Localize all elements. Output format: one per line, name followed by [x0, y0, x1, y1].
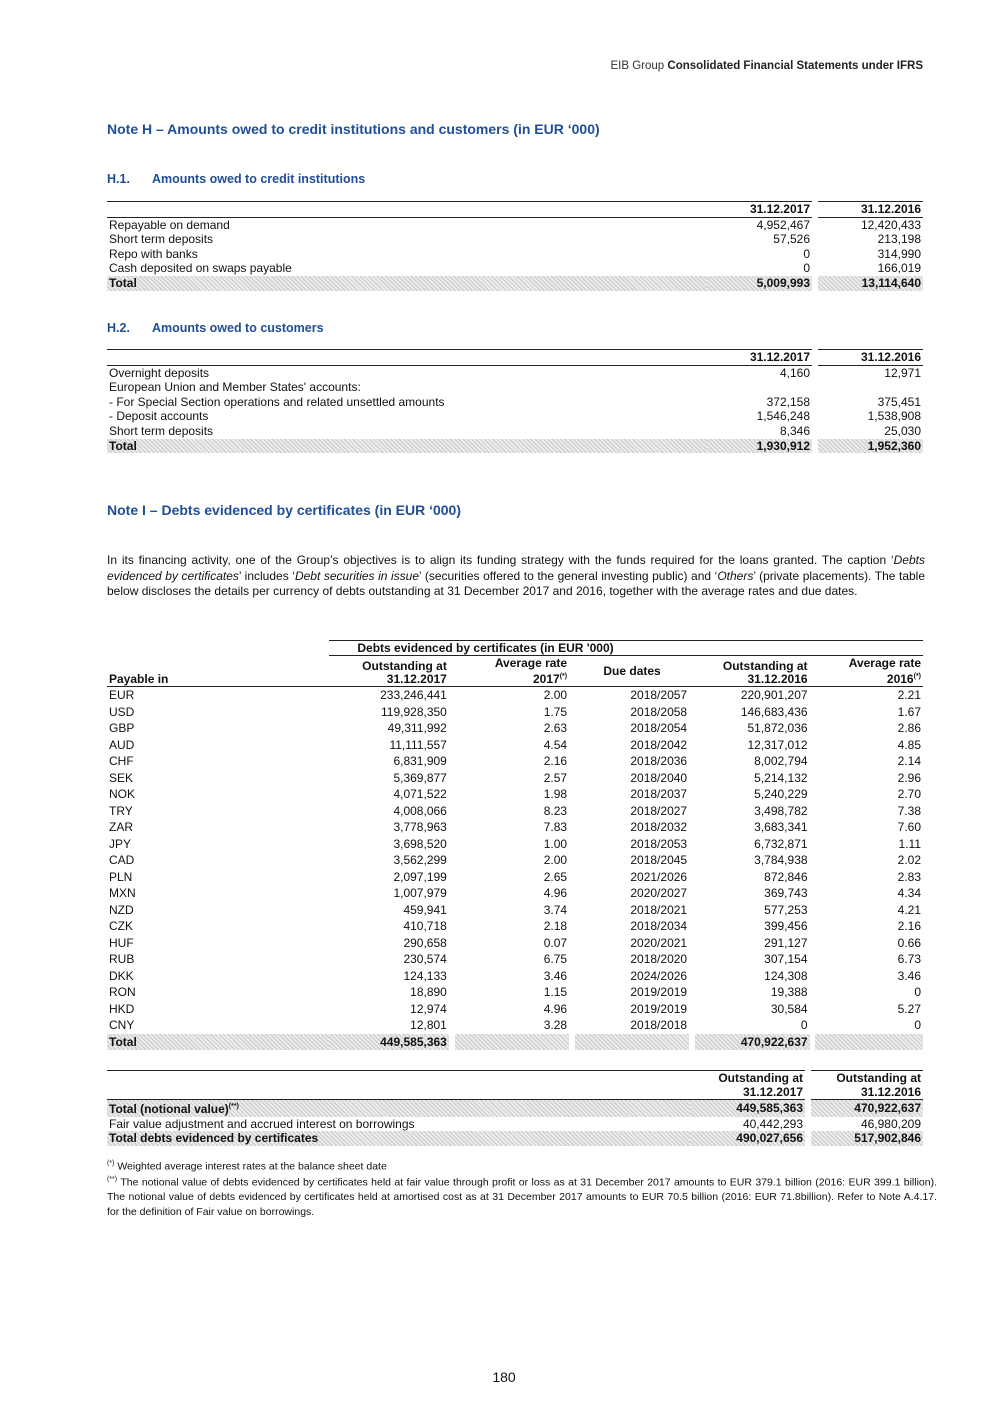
h1-row-label: Repayable on demand [109, 217, 230, 232]
para-text-1: In its financing activity, one of the Group’s objectives is to align its funding strategy with the funds required for the loans granted. The caption ‘ [107, 553, 894, 567]
col-outstanding-2017 [329, 656, 448, 687]
outstanding-2017-cell: 230,574 [403, 952, 447, 966]
h1-row-label: Cash deposited on swaps payable [109, 261, 292, 276]
footnote-2-mark: (**) [107, 1176, 118, 1183]
col-outstanding-2016 [695, 656, 810, 687]
h2-heading [107, 321, 324, 335]
h2-row-2017: 8,346 [779, 423, 810, 438]
h2-number: H.2. [107, 321, 130, 335]
rate-2017-cell: 2.57 [543, 770, 568, 785]
due-dates-cell: 2020/2027 [630, 886, 688, 900]
rate-2016-cell: 6.73 [897, 952, 921, 966]
col-rate17-line1: Average rate [494, 656, 568, 670]
currency-cell: TRY [109, 803, 133, 818]
h2-total-label: Total [107, 439, 707, 454]
rate-2016-cell: 2.96 [897, 770, 921, 785]
summary-notional-2017: 449,585,363 [690, 1100, 805, 1117]
due-dates-cell: 2018/2037 [630, 787, 688, 801]
rate-2017-cell: 2.16 [543, 754, 568, 768]
h2-row-2017: 4,160 [779, 365, 810, 380]
h1-heading [107, 172, 365, 186]
rate-2017-cell: 1.98 [543, 787, 568, 801]
table-row [107, 380, 923, 395]
h2-total-2016: 1,952,360 [818, 439, 923, 454]
table-row [107, 409, 923, 424]
header-group: EIB Group [610, 60, 665, 72]
rate-2016-cell: 2.16 [897, 919, 921, 933]
due-dates-cell: 2020/2021 [630, 935, 688, 950]
due-dates-cell: 2018/2036 [630, 754, 688, 768]
h1-table [107, 201, 923, 291]
col-rate-2016 [815, 656, 923, 687]
due-dates-cell: 2018/2057 [630, 688, 688, 702]
h2-row-label: - Deposit accounts [109, 409, 209, 424]
h2-col-2016: 31.12.2016 [818, 350, 923, 366]
table-row [107, 737, 923, 754]
note-i-title: Note I – Debts evidenced by certificates (in EUR ‘000) [107, 502, 462, 518]
debts-total-2017: 449,585,363 [329, 1034, 448, 1051]
table-row [107, 885, 923, 902]
h1-col-2017: 31.12.2017 [707, 202, 812, 218]
note-h-title: Note H – Amounts owed to credit institutions and customers (in EUR ‘000) [107, 121, 600, 137]
summary-col16-line2: 31.12.2016 [860, 1085, 921, 1099]
currency-cell: USD [109, 704, 135, 719]
outstanding-2016-cell: 577,253 [764, 902, 808, 917]
outstanding-2017-cell: 49,311,992 [387, 721, 447, 735]
rate-2016-cell: 2.83 [897, 869, 921, 884]
h1-col-2016: 31.12.2016 [818, 202, 923, 218]
rate-2017-cell: 2.00 [543, 853, 568, 867]
outstanding-2016-cell: 5,214,132 [754, 770, 808, 785]
summary-fv-2017: 40,442,293 [742, 1116, 803, 1131]
h2-row-2016: 25,030 [884, 423, 921, 438]
currency-cell: RON [109, 985, 136, 999]
footnote-1-text: Weighted average interest rates at the balance sheet date [117, 1160, 387, 1173]
h2-row-2017: 1,546,248 [756, 409, 810, 424]
outstanding-2017-cell: 5,369,877 [393, 770, 447, 785]
table-row [107, 704, 923, 721]
footnote-2-text: The notional value of debts evidenced by certificates held at fair value through profit or loss as at 31 December 2017 amounts to EUR 379.1 billion (2016: EUR 399.1 billion). The notional value of debts evidenced by certificates held at amortised cost as at 31 December 2017 amounts to EUR 70.5 billion (2016: EUR 71.8billion). Refer to Note A.4.17. for the definition of Fair value on borrowings. [107, 1176, 937, 1218]
col-out16-line1: Outstanding at [722, 659, 808, 673]
outstanding-2016-cell: 30,584 [770, 1001, 808, 1016]
outstanding-2017-cell: 4,008,066 [393, 803, 447, 818]
h1-title: Amounts owed to credit institutions [152, 172, 366, 186]
outstanding-2016-cell: 5,240,229 [754, 787, 808, 801]
outstanding-2017-cell: 2,097,199 [393, 869, 447, 884]
summary-fv-label: Fair value adjustment and accrued interest on borrowings [109, 1116, 415, 1131]
para-italic-3: Others [717, 568, 754, 583]
rate-2017-cell: 3.46 [543, 968, 568, 983]
rate-2016-cell: 5.27 [897, 1001, 921, 1016]
rate-2017-cell: 0.07 [543, 935, 568, 950]
outstanding-2017-cell: 12,974 [410, 1001, 447, 1016]
para-italic-1: Debts evidenced by certificates [107, 553, 925, 583]
h2-row-2016: 12,971 [884, 365, 921, 380]
summary-notional-2016: 470,922,637 [811, 1100, 923, 1117]
outstanding-2016-cell: 12,317,012 [747, 737, 808, 752]
rate-2017-cell: 8.23 [543, 803, 568, 818]
h1-row-2016: 314,990 [877, 246, 921, 261]
col-rate17-line2: 2017 [533, 672, 560, 686]
summary-total-2016: 517,902,846 [811, 1131, 923, 1146]
summary-total-2017: 490,027,656 [690, 1131, 805, 1146]
rate-2016-cell: 4.85 [897, 737, 921, 752]
summary-fv-2016: 46,980,209 [860, 1116, 921, 1131]
due-dates-cell: 2018/2020 [630, 952, 688, 966]
currency-cell: HUF [109, 935, 134, 950]
h2-row-2017: 372,158 [766, 394, 810, 409]
rate-2016-cell: 0 [914, 985, 921, 999]
table-row [107, 803, 923, 820]
rate-2017-cell: 3.74 [543, 902, 568, 917]
currency-cell: JPY [109, 836, 132, 851]
debts-total-due [575, 1034, 689, 1051]
footnote-1 [107, 1157, 937, 1174]
rate-2016-cell: 4.21 [897, 902, 921, 917]
h2-row-label: - For Special Section operations and related unsettled amounts [109, 394, 445, 409]
table-row [107, 902, 923, 919]
summary-notional-label [107, 1100, 690, 1117]
currency-cell: SEK [109, 770, 134, 785]
rate-2016-cell: 4.34 [897, 886, 921, 900]
h2-row-label: European Union and Member States' accounts: [109, 380, 361, 395]
h1-total-2017: 5,009,993 [707, 276, 812, 291]
h2-row-label: Overnight deposits [109, 365, 210, 380]
h2-row-2016: 1,538,908 [867, 409, 921, 424]
summary-table [107, 1070, 923, 1146]
col-due-dates [575, 656, 689, 687]
h1-total-2016: 13,114,640 [818, 276, 923, 291]
table-row [107, 918, 923, 935]
h2-row-label: Short term deposits [109, 423, 214, 438]
h1-row-2017: 0 [803, 261, 810, 276]
currency-cell: NZD [109, 902, 134, 917]
debts-total-label: Total [107, 1034, 329, 1051]
rate-2017-cell: 4.96 [543, 886, 568, 900]
outstanding-2017-cell: 3,562,299 [393, 853, 447, 867]
h1-row-label: Short term deposits [109, 232, 214, 247]
col-rate17-mark: (*) [559, 673, 568, 680]
col-out16-line2: 31.12.2016 [747, 672, 808, 686]
outstanding-2016-cell: 19,388 [770, 985, 808, 999]
outstanding-2017-cell: 290,658 [403, 935, 447, 950]
h2-row-2016 [818, 380, 923, 395]
table-row [107, 753, 923, 770]
summary-notional-text: Total (notional value) [109, 1102, 229, 1116]
due-dates-cell: 2021/2026 [630, 869, 688, 884]
due-dates-cell: 2018/2034 [630, 919, 688, 933]
rate-2016-cell: 2.14 [897, 754, 921, 768]
col-out17-line1: Outstanding at [362, 659, 447, 673]
rate-2017-cell: 1.75 [543, 704, 568, 719]
para-italic-2: Debt securities in issue [294, 568, 420, 583]
outstanding-2017-cell: 4,071,522 [393, 787, 447, 801]
outstanding-2016-cell: 369,743 [764, 886, 808, 900]
col-due-label: Due dates [603, 664, 661, 678]
outstanding-2017-cell: 410,718 [403, 919, 447, 933]
due-dates-cell: 2018/2053 [630, 836, 688, 851]
debts-table [107, 640, 923, 1050]
due-dates-cell: 2018/2054 [630, 721, 688, 735]
table-row [107, 217, 923, 232]
outstanding-2016-cell: 872,846 [764, 869, 808, 884]
outstanding-2016-cell: 0 [800, 1018, 808, 1032]
table-row [107, 247, 923, 262]
currency-cell: CHF [109, 754, 134, 768]
rate-2016-cell: 2.86 [897, 721, 921, 735]
table-row [107, 261, 923, 276]
table-row [107, 819, 923, 836]
outstanding-2017-cell: 12,801 [410, 1018, 447, 1032]
rate-2016-cell: 7.60 [897, 820, 921, 834]
h2-total-2017: 1,930,912 [707, 439, 812, 454]
outstanding-2017-cell: 124,133 [403, 968, 447, 983]
rate-2016-cell: 2.70 [897, 787, 921, 801]
para-text-3: ’ (securities offered to the general investing public) and ‘ [419, 568, 718, 583]
page-number: 180 [492, 1369, 516, 1385]
outstanding-2017-cell: 459,941 [403, 902, 447, 917]
h1-row-2016: 12,420,433 [860, 217, 921, 232]
h2-table [107, 349, 923, 453]
outstanding-2017-cell: 6,831,909 [393, 754, 447, 768]
outstanding-2016-cell: 399,456 [764, 919, 808, 933]
table-row [107, 1001, 923, 1018]
outstanding-2017-cell: 119,928,350 [381, 704, 447, 719]
rate-2017-cell: 4.54 [543, 737, 568, 752]
rate-2017-cell: 3.28 [543, 1018, 568, 1032]
header-title: Consolidated Financial Statements under IFRS [667, 60, 923, 72]
para-text-4: ’ (private placements). The table below discloses the details per currency of debts outstanding at 31 December 2017 and 2016, together with the average rates and due dates. [107, 568, 926, 598]
due-dates-cell: 2018/2021 [630, 902, 688, 917]
outstanding-2017-cell: 3,698,520 [393, 836, 447, 851]
currency-cell: DKK [109, 968, 134, 983]
outstanding-2016-cell: 220,901,207 [740, 688, 808, 702]
outstanding-2016-cell: 291,127 [764, 935, 808, 950]
table-row [107, 232, 923, 247]
due-dates-cell: 2018/2045 [630, 853, 688, 867]
rate-2017-cell: 4.96 [543, 1001, 568, 1016]
due-dates-cell: 2018/2040 [630, 770, 688, 785]
table-row [107, 984, 923, 1001]
note-i-paragraph [107, 553, 925, 600]
table-row [107, 424, 923, 439]
currency-cell: ZAR [109, 820, 133, 834]
table-row [107, 786, 923, 803]
table-row [107, 836, 923, 853]
summary-col17-line2: 31.12.2017 [742, 1085, 803, 1099]
col-rate16-line2: 2016 [886, 672, 914, 686]
table-row [107, 951, 923, 968]
rate-2017-cell: 2.65 [543, 869, 568, 884]
currency-cell: RUB [109, 952, 135, 966]
col-payable-label: Payable in [109, 672, 169, 686]
debts-total-rate17 [455, 1034, 569, 1051]
table-row [107, 687, 923, 704]
summary-col-2016 [811, 1071, 923, 1100]
currency-cell: AUD [109, 737, 135, 752]
h1-total-label: Total [107, 276, 707, 291]
due-dates-cell: 2018/2018 [630, 1018, 688, 1032]
rate-2017-cell: 2.00 [543, 688, 568, 702]
debts-table-caption: Debts evidenced by certificates (in EUR '000) [329, 641, 923, 656]
currency-cell: HKD [109, 1001, 135, 1016]
currency-cell: MXN [109, 886, 136, 900]
rate-2016-cell: 1.11 [898, 836, 921, 851]
h1-row-2017: 0 [803, 246, 810, 261]
col-out17-line2: 31.12.2017 [386, 672, 447, 686]
due-dates-cell: 2018/2058 [630, 704, 688, 719]
outstanding-2016-cell: 146,683,436 [740, 704, 808, 719]
currency-cell: CAD [109, 853, 135, 867]
footnote-2 [107, 1173, 937, 1219]
rate-2017-cell: 7.83 [543, 820, 568, 834]
para-text-2: ’ includes ‘ [238, 568, 295, 583]
summary-col17-line1: Outstanding at [718, 1071, 803, 1085]
currency-cell: GBP [109, 721, 135, 735]
h2-row-2016: 375,451 [877, 394, 921, 409]
due-dates-cell: 2018/2027 [630, 803, 688, 818]
rate-2016-cell: 3.46 [897, 968, 921, 983]
col-rate-2017 [455, 656, 569, 687]
due-dates-cell: 2019/2019 [630, 985, 688, 999]
outstanding-2016-cell: 8,002,794 [754, 754, 808, 768]
table-row [107, 1017, 923, 1034]
due-dates-cell: 2019/2019 [630, 1001, 688, 1016]
currency-cell: NOK [109, 787, 136, 801]
outstanding-2016-cell: 307,154 [764, 952, 808, 966]
due-dates-cell: 2018/2032 [630, 820, 688, 834]
rate-2016-cell: 0 [914, 1018, 921, 1032]
table-row [107, 365, 923, 380]
running-header [0, 60, 923, 72]
outstanding-2016-cell: 6,732,871 [754, 836, 808, 851]
outstanding-2017-cell: 233,246,441 [380, 688, 447, 702]
summary-total-label: Total debts evidenced by certificates [107, 1131, 690, 1146]
table-row [107, 770, 923, 787]
table-row [107, 852, 923, 869]
currency-cell: PLN [109, 869, 133, 884]
outstanding-2017-cell: 11,111,557 [389, 737, 447, 752]
summary-notional-mark: (**) [228, 1103, 239, 1110]
rate-2017-cell: 1.15 [543, 985, 568, 999]
rate-2017-cell: 2.63 [543, 721, 568, 735]
h1-row-2017: 4,952,467 [756, 217, 810, 232]
h1-row-2016: 166,019 [877, 261, 921, 276]
h1-row-2016: 213,198 [877, 232, 921, 247]
table-row [107, 935, 923, 952]
summary-col16-line1: Outstanding at [836, 1071, 921, 1085]
rate-2016-cell: 2.02 [897, 853, 921, 867]
col-payable-in [107, 656, 329, 687]
outstanding-2017-cell: 1,007,979 [393, 886, 447, 900]
table-row [107, 968, 923, 985]
table-row [107, 395, 923, 410]
currency-cell: CZK [109, 919, 133, 933]
h1-row-2017: 57,526 [773, 232, 810, 247]
h2-row-2017 [707, 380, 812, 395]
rate-2017-cell: 2.18 [543, 919, 568, 933]
h1-number: H.1. [107, 172, 130, 186]
outstanding-2016-cell: 51,872,036 [747, 721, 808, 735]
h2-col-2017: 31.12.2017 [707, 350, 812, 366]
rate-2016-cell: 7.38 [897, 803, 921, 818]
outstanding-2017-cell: 3,778,963 [393, 820, 447, 834]
rate-2016-cell: 2.21 [897, 688, 921, 702]
debts-total-2016: 470,922,637 [695, 1034, 810, 1051]
outstanding-2016-cell: 3,784,938 [754, 853, 808, 867]
outstanding-2016-cell: 3,683,341 [754, 820, 808, 834]
rate-2017-cell: 1.00 [543, 836, 568, 851]
table-row [107, 720, 923, 737]
rate-2016-cell: 0.66 [897, 935, 921, 950]
currency-cell: CNY [109, 1018, 135, 1032]
footnote-1-mark: (*) [107, 1160, 115, 1167]
summary-col-2017 [690, 1071, 805, 1100]
outstanding-2016-cell: 3,498,782 [754, 803, 808, 818]
debts-total-rate16 [815, 1034, 923, 1051]
rate-2017-cell: 6.75 [543, 952, 568, 966]
h1-row-label: Repo with banks [109, 246, 198, 261]
outstanding-2017-cell: 18,890 [410, 985, 447, 999]
table-row [107, 869, 923, 886]
outstanding-2016-cell: 124,308 [764, 968, 808, 983]
currency-cell: EUR [109, 688, 135, 702]
rate-2016-cell: 1.67 [897, 704, 921, 719]
due-dates-cell: 2018/2042 [630, 737, 688, 752]
h2-title: Amounts owed to customers [152, 321, 324, 335]
due-dates-cell: 2024/2026 [630, 968, 688, 983]
col-rate16-mark: (*) [913, 673, 921, 680]
col-rate16-line1: Average rate [848, 656, 921, 670]
